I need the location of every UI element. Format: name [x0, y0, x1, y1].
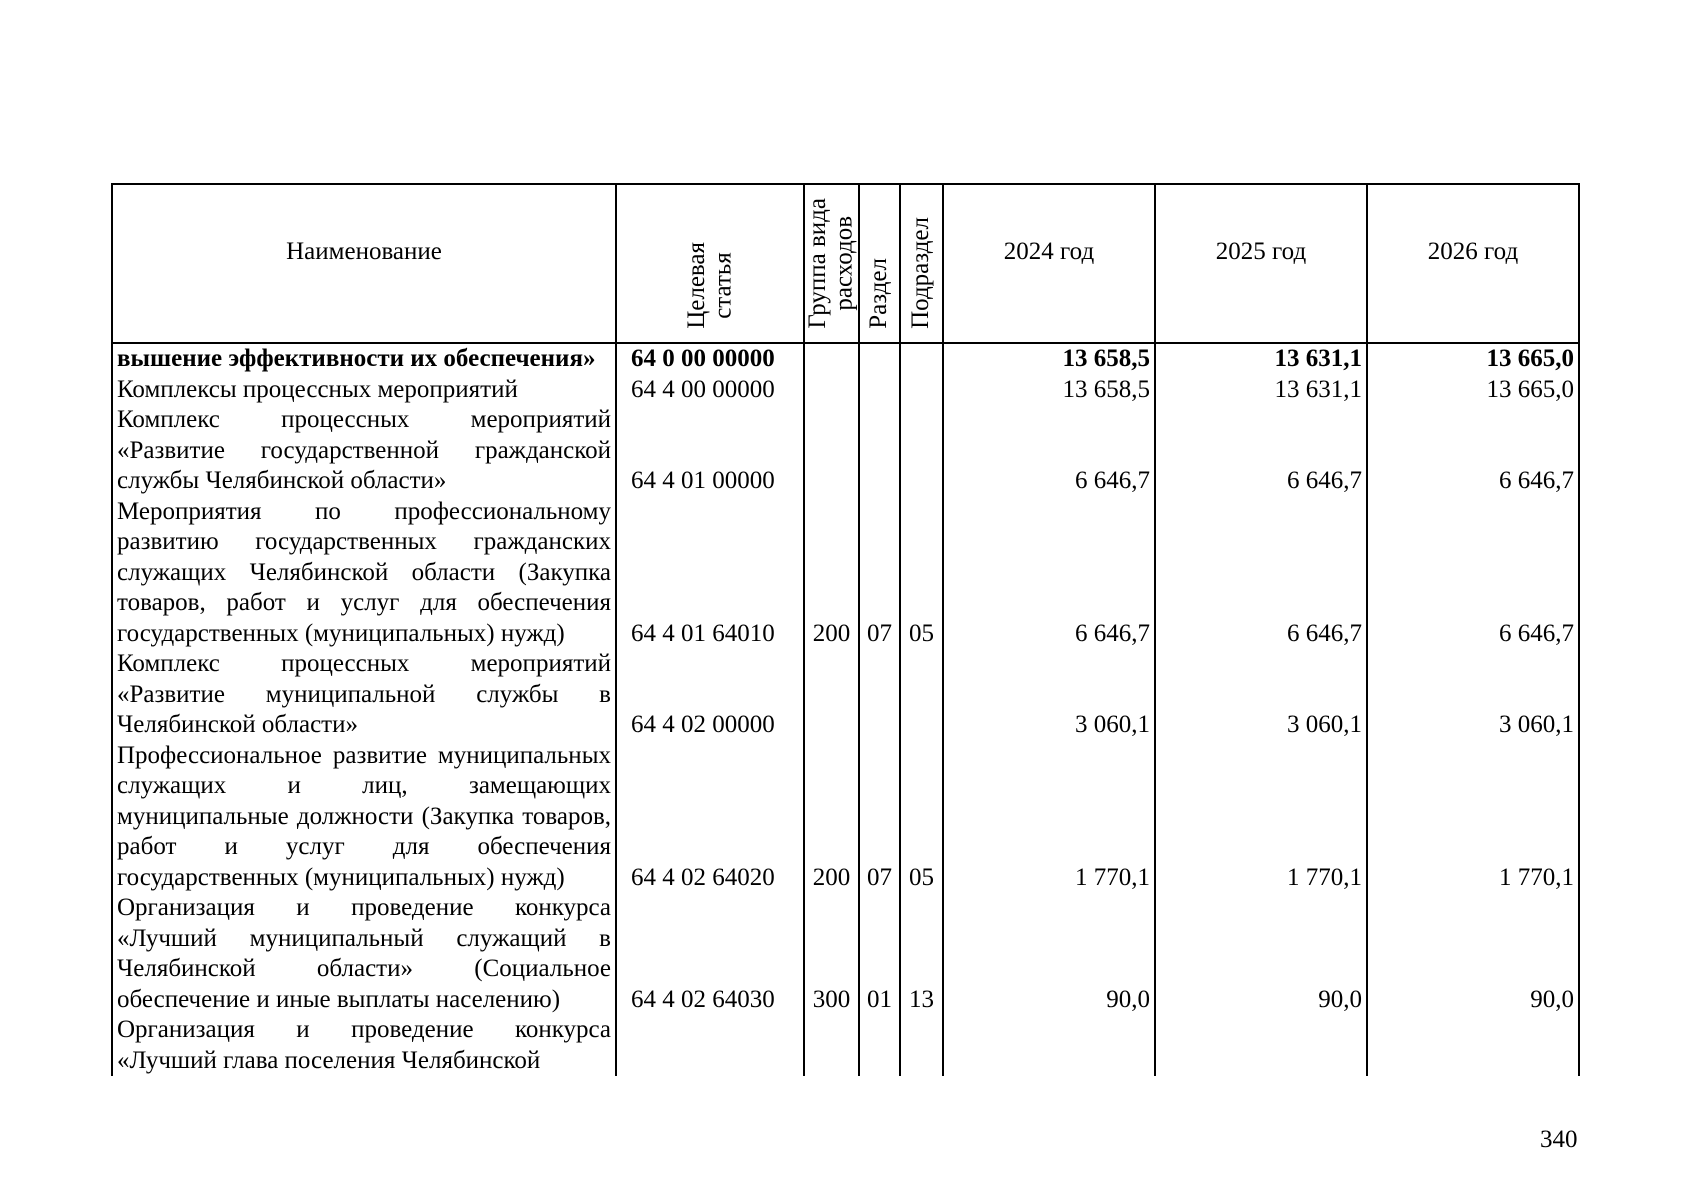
row-section: 07: [859, 741, 900, 894]
header-subsection: Подраздел: [900, 184, 943, 343]
row-2026: 3 060,1: [1367, 649, 1579, 741]
row-2024: 13 658,5: [943, 375, 1155, 406]
header-name: Наименование: [112, 184, 616, 343]
row-2025: 13 631,1: [1155, 343, 1367, 375]
row-section: [859, 1015, 900, 1076]
row-group: [804, 405, 859, 497]
row-group: [804, 1015, 859, 1076]
row-code: [616, 1015, 804, 1076]
row-2026: 6 646,7: [1367, 497, 1579, 650]
row-code: 64 4 02 64030: [616, 893, 804, 1015]
table-row: [112, 649, 1579, 741]
row-code: 64 4 01 00000: [616, 405, 804, 497]
row-code: 64 0 00 00000: [616, 343, 804, 375]
row-2024: [943, 1015, 1155, 1076]
row-name: вышение эффективности их обеспечения»: [112, 343, 616, 375]
header-code: Целевая статья: [616, 184, 804, 343]
row-subsection: 13: [900, 893, 943, 1015]
row-subsection: [900, 375, 943, 406]
row-subsection: [900, 1015, 943, 1076]
row-group: [804, 343, 859, 375]
row-group: 300: [804, 893, 859, 1015]
row-section: [859, 405, 900, 497]
row-2025: 6 646,7: [1155, 497, 1367, 650]
row-2025: [1155, 1015, 1367, 1076]
row-section: 01: [859, 893, 900, 1015]
row-group: 200: [804, 497, 859, 650]
row-2024: 6 646,7: [943, 405, 1155, 497]
table-header-row: [112, 184, 1579, 343]
row-name: Мероприятия по профессиональному развитию государственных гражданских служащих Челябинской области (Закупка товаров, работ и услуг для обеспечения государственных (муниципальных) нужд): [112, 497, 616, 650]
row-group: [804, 649, 859, 741]
row-name: Организация и проведение конкурса «Лучший глава поселения Челябинской: [112, 1015, 616, 1076]
row-section: [859, 375, 900, 406]
header-2024: 2024 год: [943, 184, 1155, 343]
row-2024: 3 060,1: [943, 649, 1155, 741]
row-2026: [1367, 1015, 1579, 1076]
row-2025: 6 646,7: [1155, 405, 1367, 497]
header-2025: 2025 год: [1155, 184, 1367, 343]
row-name: Комплексы процессных мероприятий: [112, 375, 616, 406]
row-code: 64 4 02 00000: [616, 649, 804, 741]
budget-table: [111, 183, 1580, 1076]
row-subsection: 05: [900, 497, 943, 650]
row-subsection: [900, 405, 943, 497]
table-row: [112, 1015, 1579, 1076]
row-group: 200: [804, 741, 859, 894]
row-2025: 3 060,1: [1155, 649, 1367, 741]
table-row: [112, 893, 1579, 1015]
page-number: 340: [1540, 1126, 1578, 1153]
row-code: 64 4 02 64020: [616, 741, 804, 894]
row-2024: 13 658,5: [943, 343, 1155, 375]
row-section: 07: [859, 497, 900, 650]
row-2024: 6 646,7: [943, 497, 1155, 650]
table-row: [112, 741, 1579, 894]
header-section: Раздел: [859, 184, 900, 343]
header-2026: 2026 год: [1367, 184, 1579, 343]
row-name: Комплекс процессных мероприятий «Развитие государственной гражданской службы Челябинской области»: [112, 405, 616, 497]
row-2025: 90,0: [1155, 893, 1367, 1015]
row-code: 64 4 00 00000: [616, 375, 804, 406]
table-row: [112, 343, 1579, 375]
row-subsection: 05: [900, 741, 943, 894]
row-section: [859, 343, 900, 375]
row-name: Профессиональное развитие муниципальных служащих и лиц, замещающих муниципальные должности (Закупка товаров, работ и услуг для обеспечения государственных (муниципальных) нужд): [112, 741, 616, 894]
row-subsection: [900, 649, 943, 741]
row-2026: 13 665,0: [1367, 343, 1579, 375]
table-row: [112, 375, 1579, 406]
row-name: Организация и проведение конкурса «Лучший муниципальный служащий в Челябинской области» (Социальное обеспечение и иные выплаты населению): [112, 893, 616, 1015]
row-2026: 90,0: [1367, 893, 1579, 1015]
row-2024: 1 770,1: [943, 741, 1155, 894]
row-group: [804, 375, 859, 406]
row-subsection: [900, 343, 943, 375]
row-2025: 1 770,1: [1155, 741, 1367, 894]
row-2025: 13 631,1: [1155, 375, 1367, 406]
row-name: Комплекс процессных мероприятий «Развитие муниципальной службы в Челябинской области»: [112, 649, 616, 741]
header-group: Группа вида расходов: [804, 184, 859, 343]
row-2026: 1 770,1: [1367, 741, 1579, 894]
row-code: 64 4 01 64010: [616, 497, 804, 650]
row-2026: 13 665,0: [1367, 375, 1579, 406]
table-row: [112, 497, 1579, 650]
table-row: [112, 405, 1579, 497]
row-section: [859, 649, 900, 741]
row-2024: 90,0: [943, 893, 1155, 1015]
row-2026: 6 646,7: [1367, 405, 1579, 497]
